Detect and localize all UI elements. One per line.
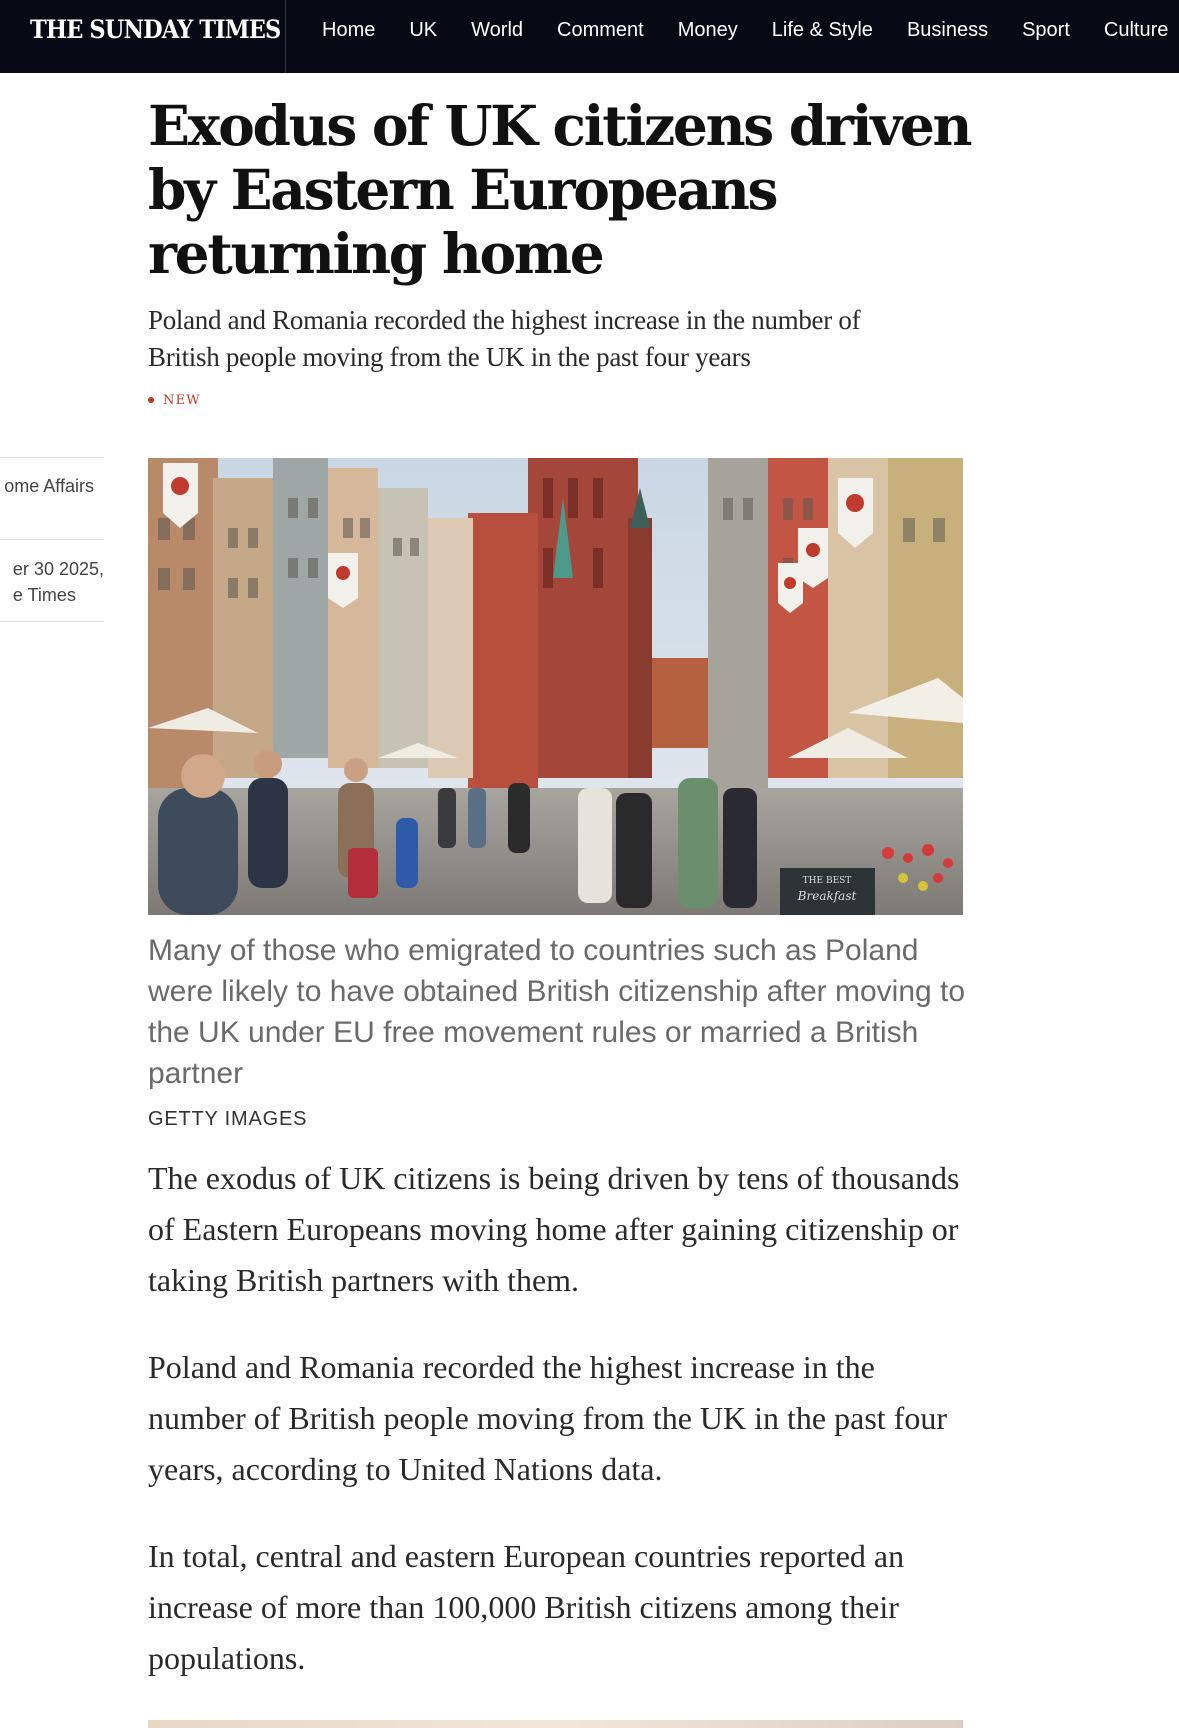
body-paragraph: Poland and Romania recorded the highest increase in the number of British people moving from the UK in the past four years, according to United Nations data. — [148, 1349, 947, 1487]
next-image-edge — [148, 1720, 963, 1728]
nav-item-sport[interactable]: Sport — [1022, 18, 1070, 41]
new-badge — [148, 390, 201, 410]
nav-item-money[interactable]: Money — [677, 18, 738, 41]
top-navigation-bar — [0, 0, 1179, 73]
byline-date — [13, 556, 104, 608]
article-headline: Exodus of UK citizens driven by Eastern Europeans returning home — [148, 93, 971, 286]
byline-date-line: er 30 2025, — [12, 559, 104, 579]
byline-category[interactable]: ome Affairs — [4, 476, 94, 496]
main-nav — [322, 0, 1179, 60]
body-paragraph: In total, central and eastern European countries reported an increase of more than 100,000 British citizens among their populations. — [148, 1538, 905, 1676]
nav-item-life-style[interactable]: Life & Style — [771, 18, 873, 41]
street-scene-illustration — [148, 458, 963, 915]
nav-item-business[interactable]: Business — [906, 18, 989, 41]
badge-dot-icon — [148, 397, 154, 403]
new-badge-label: NEW — [163, 392, 201, 408]
nav-item-uk[interactable]: UK — [409, 18, 438, 41]
article-standfirst: Poland and Romania recorded the highest increase in the number of British people moving from the UK in the past four years — [148, 305, 861, 372]
byline-divider — [0, 539, 104, 540]
byline-publication-line: e Times — [12, 585, 76, 605]
sign-text-line2: Breakfast — [797, 889, 857, 903]
site-logo[interactable]: THE SUNDAY TIMES — [30, 15, 281, 44]
nav-item-home[interactable]: Home — [322, 18, 376, 41]
logo-divider — [285, 0, 286, 73]
nav-item-world[interactable]: World — [471, 18, 524, 41]
body-paragraph: The exodus of UK citizens is being driven by tens of thousands of Eastern Europeans moving home after gaining citizenship or taking British partners with them. — [148, 1160, 960, 1298]
byline-column — [0, 457, 104, 622]
nav-item-culture[interactable]: Culture — [1103, 18, 1169, 41]
sign-text-line1: THE BEST — [802, 876, 852, 886]
image-caption: Many of those who emigrated to countries such as Poland were likely to have obtained British citizenship after moving to the UK under EU free movement rules or married a British partner — [148, 934, 966, 1090]
hero-image — [148, 458, 963, 915]
image-credit: GETTY IMAGES — [148, 1108, 308, 1130]
nav-item-comment[interactable]: Comment — [557, 18, 644, 41]
